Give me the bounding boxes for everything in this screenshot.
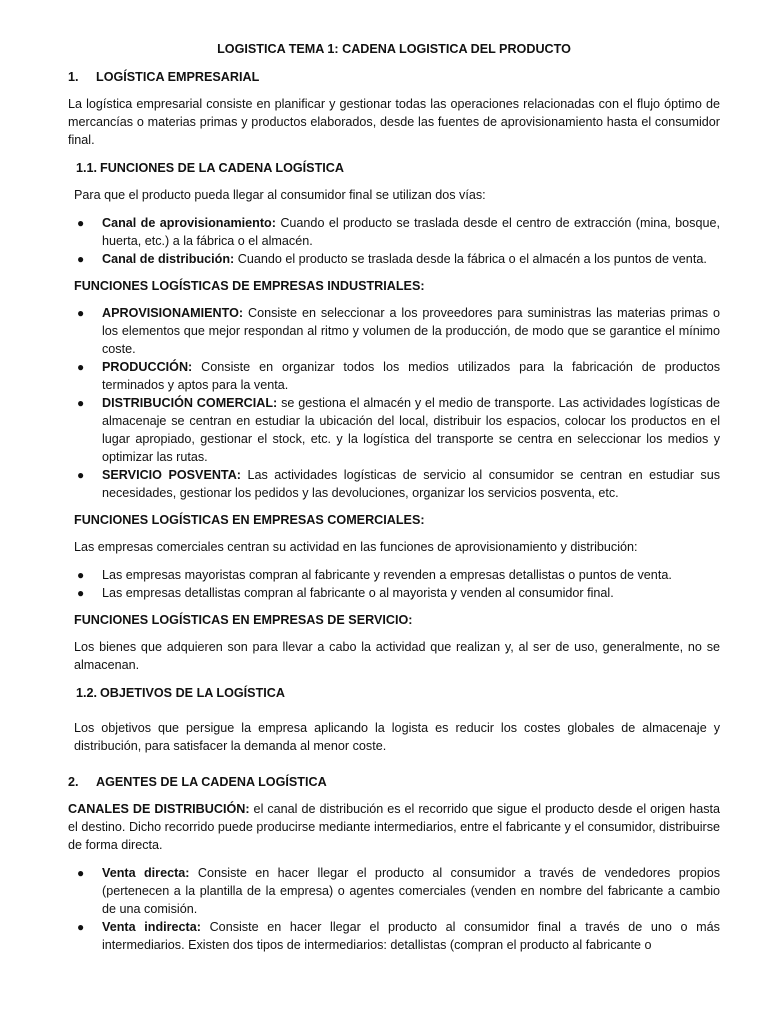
bullet-icon: ●: [77, 568, 85, 582]
definition: Consiste en hacer llegar el producto al consumidor final a través de uno o más intermediarios. Existen dos tipos de intermediarios: detallistas (compran el producto al fabricante o: [102, 920, 720, 952]
bullet-icon: ●: [77, 252, 85, 266]
list-item: [68, 918, 720, 954]
definition: Las actividades logísticas de servicio al consumidor se centran en estudiar sus necesidades, gestionar los pedidos y las devoluciones, organizar los servicios posventa, etc.: [102, 468, 720, 500]
section-number: 1.2.: [76, 686, 98, 700]
definition: Las empresas detallistas compran al fabricante o al mayorista y venden al consumidor final.: [102, 586, 614, 600]
list-item: [68, 304, 720, 358]
term: DISTRIBUCIÓN COMERCIAL:: [102, 396, 278, 410]
term: Canal de distribución:: [102, 252, 235, 266]
section-2-heading: [68, 773, 720, 791]
definition: Consiste en seleccionar a los proveedores para suministras las materias primas o los elementos que mejor respondan al ritmo y volumen de la producción, de modo que se garantice el mínimo coste.: [102, 306, 720, 356]
list-tipos-venta: [68, 864, 720, 954]
list-item: [68, 250, 720, 268]
section-number: 2.: [68, 775, 79, 789]
term: CANALES DE DISTRIBUCIÓN:: [68, 802, 250, 816]
definition: Consiste en organizar todos los medios utilizados para la fabricación de productos terminados y aptos para la venta.: [102, 360, 720, 392]
definition: se gestiona el almacén y el medio de transporte. Las actividades logísticas de almacenaje se centran en estudiar la ubicación del local, distribuir los espacios, colocar los productos en el lugar apropiado, gestionar el stock, etc. y la logística del transporte se centra en seleccionar los medios y optimizar las rutas.: [102, 396, 721, 464]
definition: Cuando el producto se traslada desde la fábrica o el almacén a los puntos de venta.: [234, 252, 707, 266]
section-1-2-heading: [76, 684, 720, 702]
definition: Cuando el producto se traslada desde el centro de extracción (mina, bosque, huerta, etc.) a la fábrica o el almacén.: [102, 216, 720, 248]
spacer: [68, 765, 720, 773]
paragraph-canales: [68, 800, 720, 854]
bullet-icon: ●: [77, 866, 85, 880]
section-1-heading: [68, 68, 720, 86]
definition: el canal de distribución es el recorrido que sigue el producto desde el origen hasta el destino. Dicho recorrido puede producirse mediante intermediarios, entre el fabricante y el consumidor, distribuirse de forma directa.: [68, 802, 720, 852]
term: APROVISIONAMIENTO:: [102, 306, 244, 320]
list-item: [68, 214, 720, 250]
list-item: [68, 394, 720, 466]
term: PRODUCCIÓN:: [102, 360, 193, 374]
paragraph-servicio: Los bienes que adquieren son para llevar a cabo la actividad que realizan y, al ser de uso, generalmente, no se almacenan.: [74, 640, 720, 672]
heading-empresas-industriales: FUNCIONES LOGÍSTICAS DE EMPRESAS INDUSTRIALES:: [74, 279, 425, 293]
section-number: 1.: [68, 70, 79, 84]
list-item: [68, 566, 720, 584]
list-item: [68, 584, 720, 602]
list-vias: [68, 214, 720, 268]
term: Venta indirecta:: [102, 920, 201, 934]
list-funciones-comerciales: [68, 566, 720, 602]
list-item: [68, 466, 720, 502]
section-number: 1.1.: [76, 161, 98, 175]
paragraph-vias-intro: Para que el producto pueda llegar al consumidor final se utilizan dos vías:: [74, 188, 486, 202]
term: Canal de aprovisionamiento:: [102, 216, 276, 230]
section-1-1-heading: [76, 159, 720, 177]
heading-empresas-comerciales: FUNCIONES LOGÍSTICAS EN EMPRESAS COMERCIALES:: [74, 513, 425, 527]
paragraph-logistica-empresarial: La logística empresarial consiste en planificar y gestionar todas las operaciones relacionadas con el flujo óptimo de mercancías o materias primas y productos elaborados, desde las fuentes de aprovisionamiento hasta el consumidor final.: [68, 97, 720, 147]
bullet-icon: ●: [77, 920, 85, 934]
document-title: LOGISTICA TEMA 1: CADENA LOGISTICA DEL PRODUCTO: [217, 42, 571, 56]
bullet-icon: ●: [77, 586, 85, 600]
section-title: AGENTES DE LA CADENA LOGÍSTICA: [96, 775, 327, 789]
heading-empresas-servicio: FUNCIONES LOGÍSTICAS EN EMPRESAS DE SERVICIO:: [74, 613, 413, 627]
list-funciones-industriales: [68, 304, 720, 502]
term: Venta directa:: [102, 866, 190, 880]
bullet-icon: ●: [77, 396, 85, 410]
term: SERVICIO POSVENTA:: [102, 468, 241, 482]
section-title: OBJETIVOS DE LA LOGÍSTICA: [100, 686, 285, 700]
definition: Consiste en hacer llegar el producto al consumidor a través de vendedores propios (pertenecen a la plantilla de la empresa) o agentes comerciales (venden en nombre del fabricante a cambio de una comisión.: [102, 866, 720, 916]
paragraph-comerciales-intro: Las empresas comerciales centran su actividad en las funciones de aprovisionamiento y distribución:: [74, 540, 638, 554]
section-title: LOGÍSTICA EMPRESARIAL: [96, 70, 260, 84]
spacer: [68, 711, 720, 719]
bullet-icon: ●: [77, 360, 85, 374]
list-item: [68, 864, 720, 918]
section-title: FUNCIONES DE LA CADENA LOGÍSTICA: [100, 161, 344, 175]
bullet-icon: ●: [77, 306, 85, 320]
bullet-icon: ●: [77, 468, 85, 482]
bullet-icon: ●: [77, 216, 85, 230]
list-item: [68, 358, 720, 394]
definition: Las empresas mayoristas compran al fabricante y revenden a empresas detallistas o puntos de venta.: [102, 568, 672, 582]
paragraph-objetivos: Los objetivos que persigue la empresa aplicando la logista es reducir los costes globales de almacenaje y distribución, para satisfacer la demanda al menor coste.: [74, 721, 720, 753]
